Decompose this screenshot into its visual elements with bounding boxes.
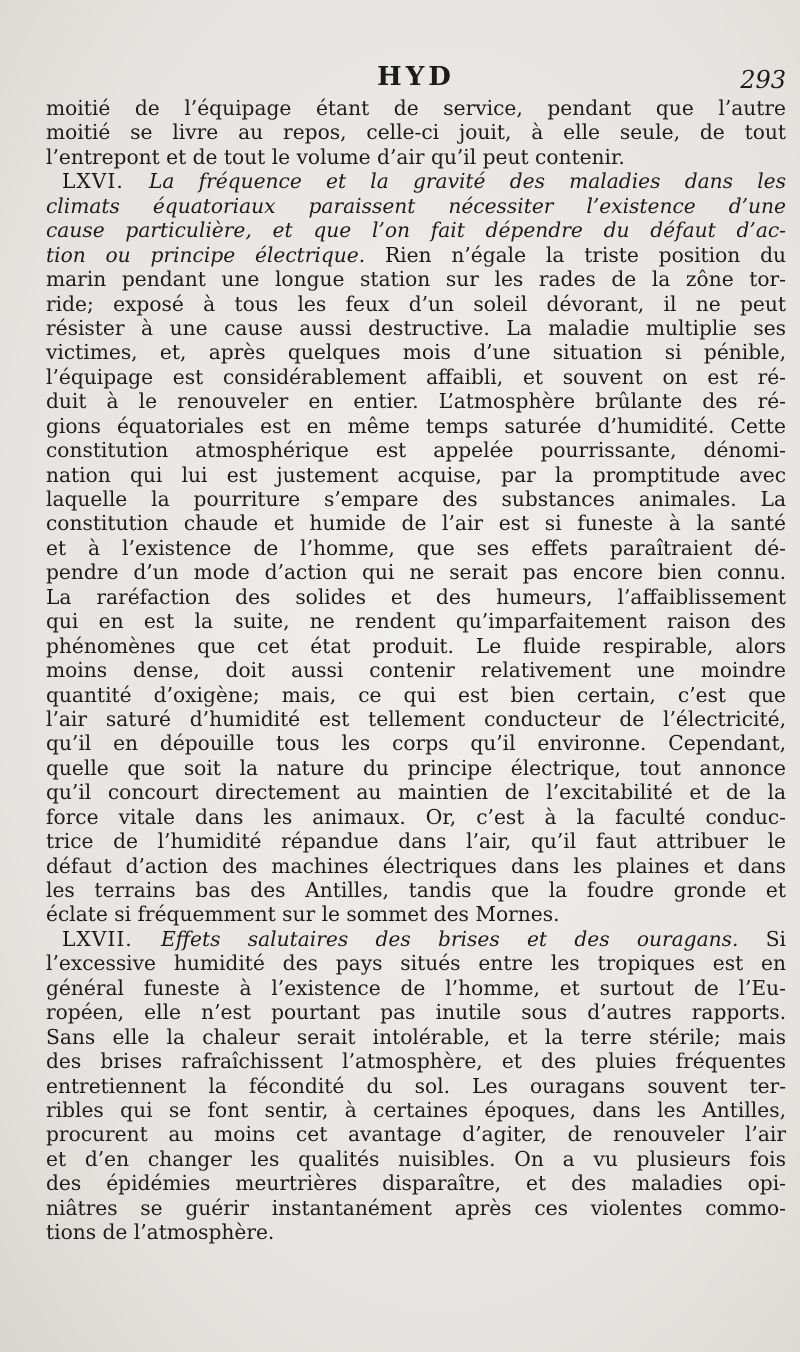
line-text: tions de l’atmosphère. xyxy=(46,1220,275,1245)
italic-heading-text: climats équatoriaux paraissent nécessiter l’existence d’une xyxy=(46,193,786,218)
text-line xyxy=(46,511,786,535)
line-text: éclate si fréquemment sur le sommet des Mornes. xyxy=(46,902,560,927)
text-line xyxy=(46,1196,786,1220)
line-text: défaut d’action des machines électriques dans les plaines et dans xyxy=(46,853,786,878)
text-line xyxy=(46,1171,786,1195)
line-text: l’air saturé d’humidité est tellement conducteur de l’électricité, xyxy=(46,706,786,731)
text-line xyxy=(46,780,786,804)
line-text: l’excessive humidité des pays situés entre les tropiques est en xyxy=(46,951,786,976)
line-text: laquelle la pourriture s’empare des substances animales. La xyxy=(46,487,786,511)
text-line xyxy=(46,96,786,120)
italic-heading-text: tion ou principe électrique. xyxy=(46,242,366,267)
text-line xyxy=(46,927,786,951)
text-line xyxy=(46,1098,786,1122)
text-line xyxy=(46,120,786,144)
page-header xyxy=(46,62,786,96)
line-text: qu’il en dépouille tous les corps qu’il environne. Cependant, xyxy=(46,731,786,756)
line-text: Rien n’égale la triste position du xyxy=(365,242,786,267)
text-line xyxy=(46,1074,786,1098)
line-text: moitié se livre au repos, celle-ci jouit, à elle seule, de tout xyxy=(46,120,786,145)
text-line xyxy=(46,951,786,975)
line-text: ropéen, elle n’est pourtant pas inutile sous d’autres rapports. xyxy=(46,1000,786,1025)
italic-heading-text: cause particulière, et que l’on fait dépendre du défaut d’ac- xyxy=(46,218,786,243)
text-line xyxy=(46,463,786,487)
line-text: ribles qui se font sentir, à certaines époques, dans les Antilles, xyxy=(46,1097,786,1122)
text-line xyxy=(46,1220,786,1244)
text-line xyxy=(46,1049,786,1073)
text-line xyxy=(46,560,786,584)
line-text: l’équipage est considérablement affaibli, et souvent on est ré- xyxy=(46,364,786,389)
line-text: et à l’existence de l’homme, que ses effets paraîtraient dé- xyxy=(46,535,786,560)
line-text: quelle que soit la nature du principe électrique, tout annonce xyxy=(46,755,786,780)
line-text: victimes, et, après quelques mois d’une situation si pénible, xyxy=(46,340,786,365)
text-line xyxy=(46,340,786,364)
text-line xyxy=(46,609,786,633)
line-text: moitié de l’équipage étant de service, pendant que l’autre xyxy=(46,96,786,120)
line-text: nation qui lui est justement acquise, par la promptitude avec xyxy=(46,462,786,487)
text-line xyxy=(46,316,786,340)
line-text: entretiennent la fécondité du sol. Les ouragans souvent ter- xyxy=(46,1073,786,1098)
text-line xyxy=(46,218,786,242)
text-line xyxy=(46,902,786,926)
line-text: général funeste à l’existence de l’homme, et surtout de l’Eu- xyxy=(46,975,786,1000)
line-text: les terrains bas des Antilles, tandis que la foudre gronde et xyxy=(46,878,786,902)
line-text: phénomènes que cet état produit. Le fluide respirable, alors xyxy=(46,633,786,658)
line-text: qu’il concourt directement au maintien de l’excitabilité et de la xyxy=(46,780,786,805)
line-text: Si xyxy=(738,926,787,951)
text-line xyxy=(46,634,786,658)
line-text: des brises rafraîchissent l’atmosphère, et des pluies fréquentes xyxy=(46,1049,786,1074)
page-number: 293 xyxy=(740,66,786,94)
line-text: procurent au moins cet avantage d’agiter, de renouveler l’air xyxy=(46,1122,786,1147)
text-line xyxy=(46,1000,786,1024)
text-line xyxy=(46,414,786,438)
text-line xyxy=(46,658,786,682)
section-number: LXVII. xyxy=(62,926,162,951)
line-text: quantité d’oxigène; mais, ce qui est bien certain, c’est que xyxy=(46,682,786,707)
text-line xyxy=(46,487,786,511)
line-text: ride; exposé à tous les feux d’un soleil dévorant, il ne peut xyxy=(46,291,786,316)
text-line xyxy=(46,243,786,267)
line-text: force vitale dans les animaux. Or, c’est à la faculté conduc- xyxy=(46,804,786,829)
line-text: pendre d’un mode d’action qui ne serait pas encore bien connu. xyxy=(46,560,786,585)
body-text xyxy=(46,96,786,1245)
text-line xyxy=(46,438,786,462)
line-text: l’entrepont et de tout le volume d’air qu’il peut contenir. xyxy=(46,144,625,169)
line-text: niâtres se guérir instantanément après ces violentes commo- xyxy=(46,1195,786,1220)
line-text: et d’en changer les qualités nuisibles. On a vu plusieurs fois xyxy=(46,1146,786,1171)
text-line xyxy=(46,829,786,853)
text-line xyxy=(46,365,786,389)
line-text: trice de l’humidité répandue dans l’air, qu’il faut attribuer le xyxy=(46,829,786,854)
text-line xyxy=(46,756,786,780)
italic-heading-text: Effets salutaires des brises et des ouragans. xyxy=(161,926,739,951)
text-line xyxy=(46,585,786,609)
text-line xyxy=(46,169,786,193)
text-line xyxy=(46,731,786,755)
line-text: Sans elle la chaleur serait intolérable, et la terre stérile; mais xyxy=(46,1024,786,1049)
text-line xyxy=(46,292,786,316)
line-text: marin pendant une longue station sur les rades de la zône tor- xyxy=(46,267,786,292)
text-line xyxy=(46,878,786,902)
text-line xyxy=(46,389,786,413)
text-line xyxy=(46,683,786,707)
line-text: gions équatoriales est en même temps saturée d’humidité. Cette xyxy=(46,413,786,438)
text-line xyxy=(46,145,786,169)
text-line xyxy=(46,1147,786,1171)
text-line xyxy=(46,707,786,731)
section-number: LXVI. xyxy=(62,169,149,194)
line-text: des épidémies meurtrières disparaître, et des maladies opi- xyxy=(46,1171,786,1196)
line-text: duit à le renouveler en entier. L’atmosphère brûlante des ré- xyxy=(46,389,786,414)
text-line xyxy=(46,976,786,1000)
line-text: résister à une cause aussi destructive. La maladie multiplie ses xyxy=(46,315,786,340)
text-line xyxy=(46,805,786,829)
text-line xyxy=(46,854,786,878)
running-head: HYD xyxy=(377,62,455,92)
line-text: La raréfaction des solides et des humeurs, l’affaiblissement xyxy=(46,584,786,609)
italic-heading-text: La fréquence et la gravité des maladies dans les xyxy=(148,169,786,194)
text-line xyxy=(46,1122,786,1146)
text-line xyxy=(46,267,786,291)
line-text: constitution atmosphérique est appelée pourrissante, dénomi- xyxy=(46,438,786,463)
line-text: moins dense, doit aussi contenir relativement une moindre xyxy=(46,658,786,683)
text-line xyxy=(46,194,786,218)
text-line xyxy=(46,536,786,560)
text-line xyxy=(46,1025,786,1049)
line-text: qui en est la suite, ne rendent qu’imparfaitement raison des xyxy=(46,609,786,634)
line-text: constitution chaude et humide de l’air est si funeste à la santé xyxy=(46,511,786,536)
